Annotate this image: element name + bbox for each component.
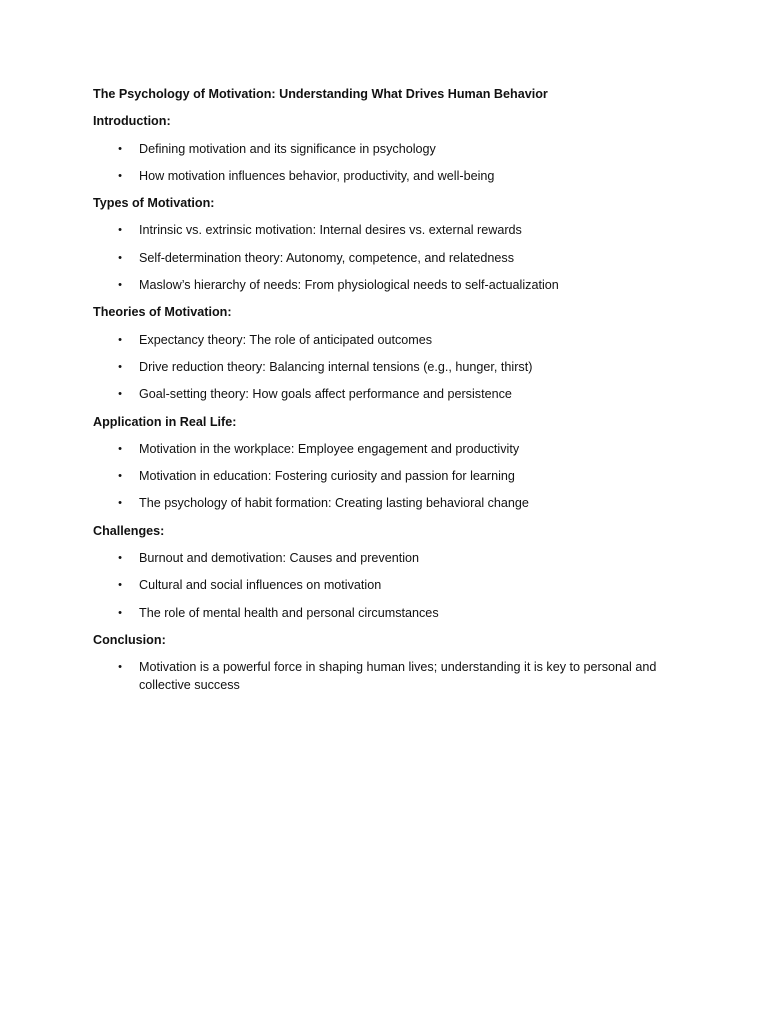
list-item [93,467,673,485]
section-heading-types: Types of Motivation: [93,196,215,211]
bullet-icon: • [118,360,122,373]
bullet-icon: • [118,606,122,619]
bullet-icon: • [118,661,122,674]
list-item [93,167,673,185]
list-item [93,658,673,694]
bullet-icon: • [118,579,122,592]
list-item-text: Burnout and demotivation: Causes and prevention [139,551,420,566]
bullet-icon: • [118,224,122,237]
list-item-text: The psychology of habit formation: Creating lasting behavioral change [139,496,529,511]
section-list-challenges [93,549,673,622]
list-item [93,331,673,349]
section-list-introduction [93,140,673,185]
list-item [93,549,673,567]
bullet-icon: • [118,552,122,565]
list-item-text: How motivation influences behavior, productivity, and well-being [139,168,495,183]
section-heading-challenges: Challenges: [93,523,165,538]
bullet-icon: • [118,442,122,455]
list-item-text: Motivation in the workplace: Employee engagement and productivity [139,441,520,456]
bullet-icon: • [118,251,122,264]
bullet-icon: • [118,497,122,510]
document-title: The Psychology of Motivation: Understanding What Drives Human Behavior [93,87,548,101]
section-heading-theories: Theories of Motivation: [93,305,232,320]
list-item-text: Intrinsic vs. extrinsic motivation: Internal desires vs. external rewards [139,223,522,238]
document-body [93,85,673,704]
list-item-text: Cultural and social influences on motivation [139,578,382,593]
section-list-application [93,440,673,513]
list-item [93,358,673,376]
bullet-icon: • [118,333,122,346]
list-item-text: Defining motivation and its significance in psychology [139,141,436,156]
list-item [93,221,673,239]
list-item [93,604,673,622]
list-item [93,576,673,594]
section-heading-introduction: Introduction: [93,114,171,129]
section-list-theories [93,331,673,404]
list-item [93,440,673,458]
bullet-icon: • [118,470,122,483]
list-item-text: Goal-setting theory: How goals affect performance and persistence [139,387,512,402]
bullet-icon: • [118,388,122,401]
bullet-icon: • [118,142,122,155]
list-item-text: Expectancy theory: The role of anticipated outcomes [139,332,433,347]
list-item [93,140,673,158]
section-heading-application: Application in Real Life: [93,414,237,429]
list-item [93,494,673,512]
list-item-text: Motivation is a powerful force in shaping human lives; understanding it is key to personal and collective success [139,660,657,693]
list-item [93,276,673,294]
list-item-text: Maslow’s hierarchy of needs: From physiological needs to self-actualization [139,278,559,293]
list-item [93,249,673,267]
section-list-types [93,221,673,294]
list-item-text: Drive reduction theory: Balancing internal tensions (e.g., hunger, thirst) [139,359,533,374]
list-item-text: Self-determination theory: Autonomy, competence, and relatedness [139,250,514,265]
list-item-text: Motivation in education: Fostering curiosity and passion for learning [139,469,515,484]
section-heading-conclusion: Conclusion: [93,632,166,647]
bullet-icon: • [118,279,122,292]
list-item [93,385,673,403]
list-item-text: The role of mental health and personal circumstances [139,605,439,620]
section-list-conclusion [93,658,673,694]
bullet-icon: • [118,169,122,182]
